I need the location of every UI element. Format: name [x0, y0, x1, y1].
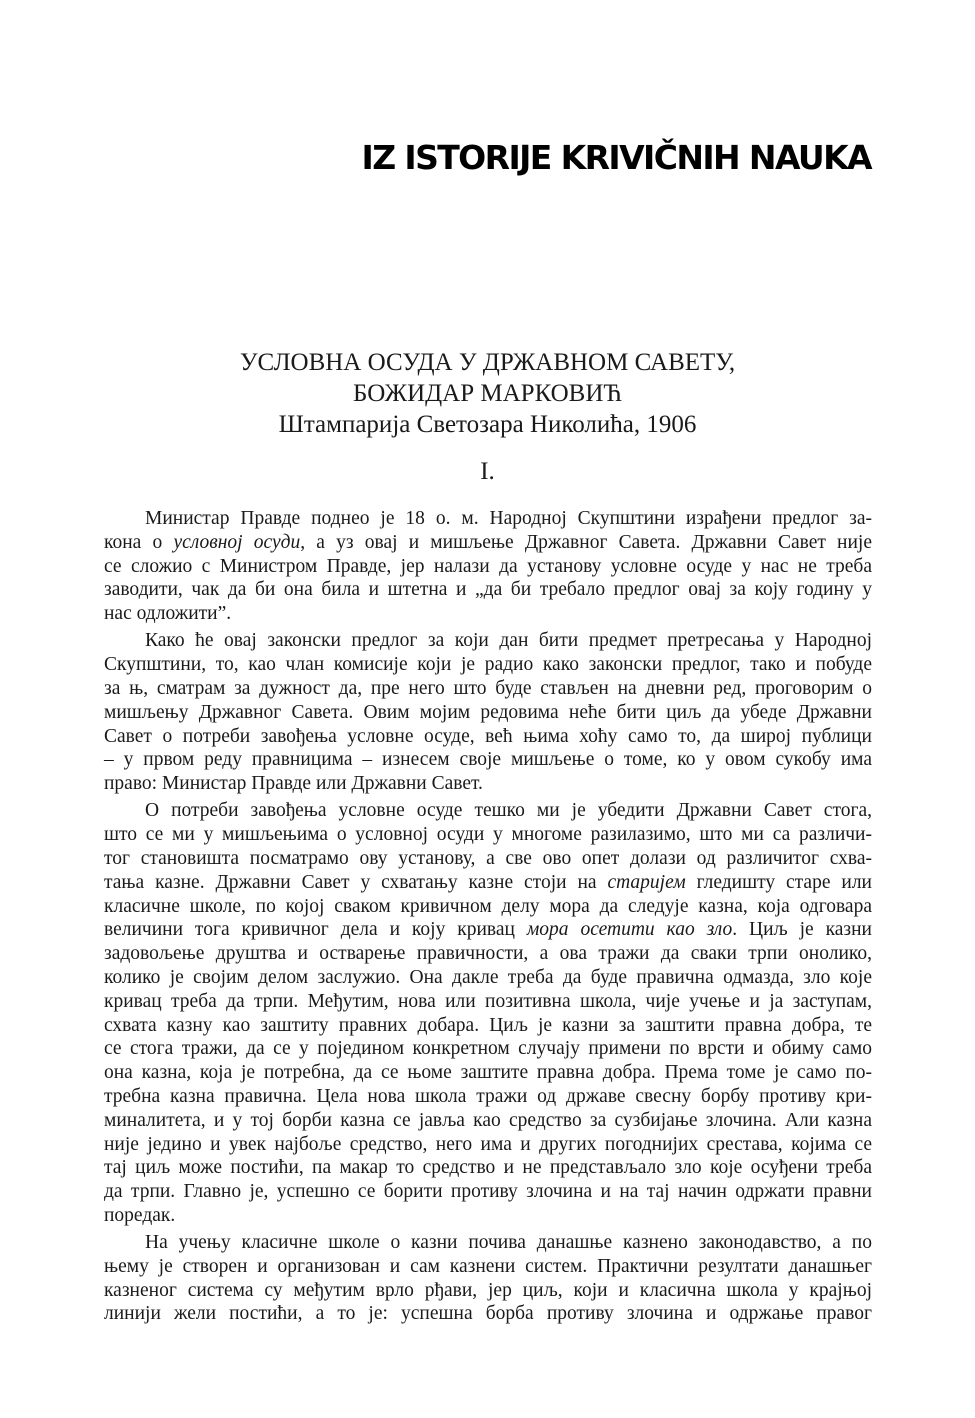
text-segment: Скупштини, то, као члан комисије који је радио како законски предлог, тако и побуде — [104, 654, 872, 676]
text-segment: није једино и увек најбоље средство, него има и других погоднијих срестава, којима се — [104, 1133, 872, 1155]
text-line — [104, 1255, 872, 1279]
text-segment: На учењу класичне школе о казни почива данашње казнено законодавство, а по — [145, 1232, 872, 1254]
text-line — [104, 1109, 872, 1133]
text-segment: Министар Правде поднео је 18 о. м. Народној Скупштини израђени предлог за- — [145, 508, 872, 529]
text-segment: схвата казну као заштиту правних добара. Циљ је казни за заштити правна добра, те — [104, 1014, 872, 1036]
emphasized-text: условној осуди — [173, 531, 301, 553]
text-line — [104, 823, 872, 847]
text-line — [104, 1180, 872, 1204]
text-line — [104, 653, 872, 677]
text-line — [104, 1014, 872, 1038]
text-line — [104, 677, 872, 701]
text-segment: линији жели постићи, а то је: успешна борба противу злочина и одржање правог — [104, 1303, 872, 1325]
text-line — [104, 507, 872, 531]
text-segment: за њ, сматрам за дужност да, пре него што буде стављен на дневни ред, проговорим о — [104, 677, 872, 699]
text-line — [104, 772, 872, 796]
body-text — [104, 507, 872, 1327]
article-author: БОЖИДАР МАРКОВИЋ — [353, 380, 622, 407]
text-segment: величини тога кривичног дела и коју кривац — [104, 919, 527, 941]
text-segment: кривац треба да трпи. Међутим, нова или позитивна школа, чије учење и ја заступам, — [104, 990, 872, 1012]
text-line — [104, 1133, 872, 1157]
text-segment: право: Министар Правде или Државни Савет. — [104, 773, 483, 795]
text-segment: заводити, чак да би она била и штетна и „да би требало предлог овај за коју годину у — [104, 579, 872, 601]
text-segment: казненог система су међутим врло рђави, јер циљ, који и класична школа у крајњој — [104, 1279, 872, 1301]
text-line — [104, 1156, 872, 1180]
text-line — [104, 629, 872, 653]
article-heading — [0, 347, 975, 440]
text-segment: Како ће овај законски предлог за који дан бити предмет претресања у Народној — [145, 630, 872, 652]
article-publisher: Штампарија Светозара Николића, 1906 — [278, 411, 697, 438]
text-line — [104, 602, 872, 626]
text-segment: се стога тражи, да се у појединoм конкретном случају примени по врсти и обиму само — [104, 1038, 872, 1060]
text-segment: њему је створен и организован и сам казнени систем. Практични резултати данашњег — [104, 1255, 872, 1277]
text-line — [104, 942, 872, 966]
text-segment: , а уз овај и мишљење Државног Савета. Државни Савет није — [300, 531, 872, 553]
text-line — [104, 799, 872, 823]
text-segment: тај циљ може постићи, па макар то средство и не представљало зло које осуђени треба — [104, 1157, 872, 1179]
text-segment: класичне школе, по којој сваком кривичном делу мора да следује казна, која одговара — [104, 895, 872, 917]
text-segment: Савет о потреби завођења условне осуде, већ њима хоћу само то, да широј публици — [104, 725, 872, 747]
paragraph — [104, 1231, 872, 1326]
text-line — [104, 966, 872, 990]
text-line — [104, 1204, 872, 1228]
text-line — [104, 1302, 872, 1326]
text-line — [104, 748, 872, 772]
text-segment: да трпи. Главно је, успешно се борити противу злочина и на тај начин одржати правни — [104, 1181, 872, 1203]
paragraph — [104, 629, 872, 796]
text-line — [104, 1037, 872, 1061]
text-line — [104, 531, 872, 555]
text-segment: што се ми у мишљењима о условној осуди у многоме разилазимо, што ми са различи- — [104, 824, 872, 846]
text-segment: О потреби завођења условне осуде тешко ми је убедити Државни Савет стога, — [145, 800, 872, 822]
emphasized-text: мора осетити као зло — [526, 919, 733, 941]
text-segment: гледишту старе или — [685, 871, 872, 893]
text-segment: колико је својим делом заслужио. Она дакле треба да буде правична одмазда, зло које — [104, 966, 872, 988]
text-line — [104, 701, 872, 725]
text-line — [104, 871, 872, 895]
chapter-number: I. — [480, 458, 495, 485]
text-line — [104, 847, 872, 871]
text-line — [104, 1231, 872, 1255]
paragraph — [104, 799, 872, 1227]
text-line — [104, 555, 872, 579]
text-line — [104, 725, 872, 749]
text-segment: мишљењу Државног Савета. Овим мојим редовима неће бити циљ да убеде Државни — [104, 701, 872, 723]
text-segment: задовољење друштва и остварење правичности, а ова тражи да сваки трпи онолико, — [104, 943, 872, 965]
section-title: IZ ISTORIJE KRIVIČNIH NAUKA — [361, 138, 871, 177]
text-line — [104, 1279, 872, 1303]
paragraph — [104, 507, 872, 626]
text-segment: требна казна правична. Цела нова школа тражи од државе свесну борбу противу кри- — [104, 1085, 872, 1107]
text-segment: . Циљ је казни — [732, 919, 872, 941]
text-line — [104, 1085, 872, 1109]
text-segment: миналитета, и у тој борби казна се јавља као средство за сузбијање злочина. Али казна — [104, 1109, 872, 1131]
text-line — [104, 990, 872, 1014]
emphasized-text: старијем — [607, 871, 686, 893]
text-line — [104, 918, 872, 942]
text-segment: она казна, која је потребна, да се њоме заштите правна добра. Према томе је само по- — [104, 1062, 872, 1084]
text-line — [104, 895, 872, 919]
text-line — [104, 578, 872, 602]
text-segment: тог становишта посматрамо ову установу, а све ово опет долази од различитог схва- — [104, 847, 872, 869]
article-title-line-1: УСЛОВНА ОСУДА У ДРЖАВНОМ САВЕТУ, — [239, 349, 736, 376]
text-segment: тања казне. Државни Савет у схватању казне стоји на — [104, 871, 608, 893]
text-segment: кона о — [104, 531, 174, 553]
text-segment: се сложио с Министром Правде, јер налази да установу условне осуде у нас не треба — [104, 555, 872, 577]
text-segment: – у првом реду правницима – изнесем своје мишљење о томе, ко у овом сукобу има — [104, 749, 872, 771]
text-line — [104, 1061, 872, 1085]
text-segment: нас одложити”. — [104, 603, 232, 625]
text-segment: поредак. — [104, 1204, 176, 1226]
